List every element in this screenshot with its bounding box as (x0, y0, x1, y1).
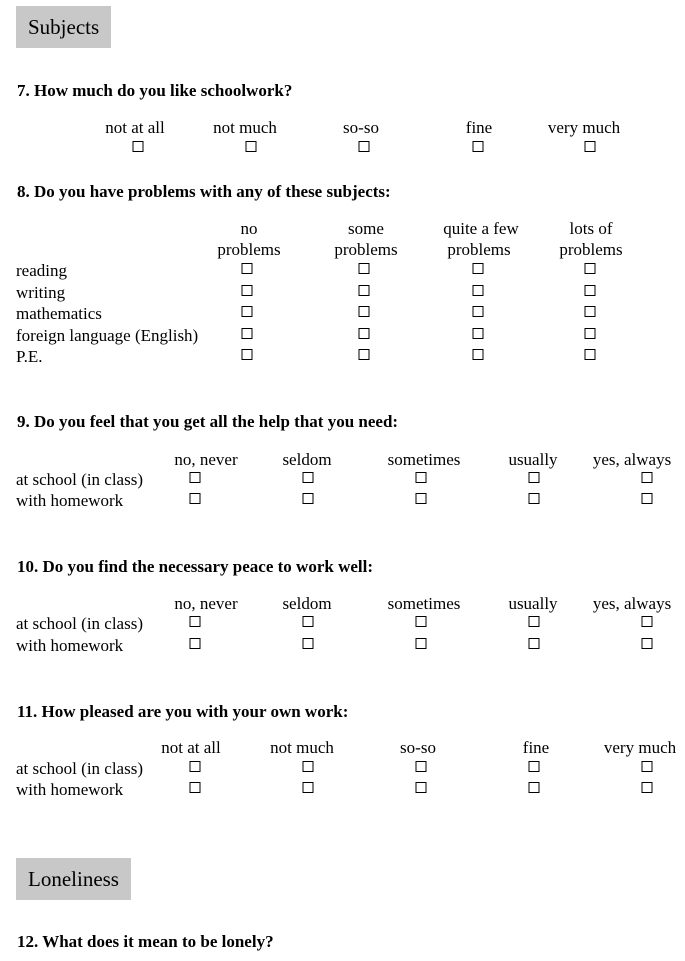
q8-option-some-problems-line2: problems (334, 240, 398, 259)
q10-option-usually: usually (508, 594, 558, 613)
q11-checkbox[interactable] (303, 761, 314, 772)
q11-row-with-homework: with homework (16, 780, 124, 799)
q9-checkbox[interactable] (190, 493, 201, 504)
q8-option-no-problems-line1: no (240, 219, 258, 238)
question-7: 7. How much do you like schoolwork? (17, 81, 293, 100)
question-9: 9. Do you feel that you get all the help that you need: (17, 412, 399, 431)
q8-option-quite-a-few-line1: quite a few (443, 219, 519, 238)
q8-option-some-problems-line1: some (348, 219, 384, 238)
q10-checkbox[interactable] (303, 638, 314, 649)
q8-row-pe: P.E. (16, 347, 43, 366)
q10-checkbox[interactable] (190, 616, 201, 627)
q11-checkbox[interactable] (190, 782, 201, 793)
q7-option-not-much: not much (213, 118, 277, 137)
q9-checkbox[interactable] (303, 472, 314, 483)
q9-checkbox[interactable] (529, 493, 540, 504)
q8-row-reading: reading (16, 261, 67, 280)
q11-option-not-much: not much (270, 738, 334, 757)
q7-checkbox-not-much[interactable] (246, 141, 257, 152)
q8-checkbox[interactable] (242, 349, 253, 360)
section-header-subjects: Subjects (16, 6, 111, 48)
q9-checkbox[interactable] (529, 472, 540, 483)
q10-checkbox[interactable] (529, 616, 540, 627)
q9-option-usually: usually (508, 450, 558, 469)
q8-checkbox[interactable] (585, 263, 596, 274)
q8-checkbox[interactable] (359, 349, 370, 360)
q8-checkbox[interactable] (473, 328, 484, 339)
q9-checkbox[interactable] (416, 493, 427, 504)
q10-row-at-school: at school (in class) (16, 614, 143, 633)
q10-checkbox[interactable] (190, 638, 201, 649)
q9-checkbox[interactable] (642, 472, 653, 483)
q8-checkbox[interactable] (585, 328, 596, 339)
section-header-loneliness: Loneliness (16, 858, 131, 900)
q7-checkbox-fine[interactable] (473, 141, 484, 152)
q11-option-so-so: so-so (400, 738, 436, 757)
question-8: 8. Do you have problems with any of these subjects: (17, 182, 391, 201)
q10-option-sometimes: sometimes (387, 594, 461, 613)
q8-option-quite-a-few-line2: problems (447, 240, 511, 259)
q10-option-no-never: no, never (174, 594, 238, 613)
q8-checkbox[interactable] (585, 349, 596, 360)
question-11: 11. How pleased are you with your own work: (17, 702, 349, 721)
q10-option-yes-always: yes, always (592, 594, 672, 613)
q11-row-at-school: at school (in class) (16, 759, 143, 778)
q8-checkbox[interactable] (359, 328, 370, 339)
q10-checkbox[interactable] (416, 616, 427, 627)
q9-checkbox[interactable] (416, 472, 427, 483)
q9-checkbox[interactable] (303, 493, 314, 504)
q8-checkbox[interactable] (242, 306, 253, 317)
q9-checkbox[interactable] (642, 493, 653, 504)
q8-checkbox[interactable] (585, 285, 596, 296)
q8-option-lots-of-line2: problems (559, 240, 623, 259)
q8-checkbox[interactable] (359, 306, 370, 317)
q8-option-no-problems-line2: problems (217, 240, 281, 259)
q10-checkbox[interactable] (642, 638, 653, 649)
q9-option-no-never: no, never (174, 450, 238, 469)
q8-checkbox[interactable] (242, 285, 253, 296)
q9-option-sometimes: sometimes (387, 450, 461, 469)
q10-row-with-homework: with homework (16, 636, 124, 655)
q7-checkbox-so-so[interactable] (359, 141, 370, 152)
q7-checkbox-very-much[interactable] (585, 141, 596, 152)
q8-checkbox[interactable] (359, 285, 370, 296)
q8-checkbox[interactable] (473, 263, 484, 274)
q11-checkbox[interactable] (190, 761, 201, 772)
q9-checkbox[interactable] (190, 472, 201, 483)
q11-checkbox[interactable] (416, 782, 427, 793)
q8-checkbox[interactable] (585, 306, 596, 317)
q10-option-seldom: seldom (282, 594, 332, 613)
q8-checkbox[interactable] (473, 306, 484, 317)
q11-checkbox[interactable] (303, 782, 314, 793)
q8-checkbox[interactable] (242, 263, 253, 274)
q11-option-very-much: very much (603, 738, 677, 757)
q8-row-writing: writing (16, 283, 66, 302)
q10-checkbox[interactable] (529, 638, 540, 649)
q11-option-not-at-all: not at all (161, 738, 221, 757)
q8-checkbox[interactable] (242, 328, 253, 339)
q8-checkbox[interactable] (473, 349, 484, 360)
q9-row-with-homework: with homework (16, 491, 124, 510)
q11-checkbox[interactable] (529, 761, 540, 772)
q8-checkbox[interactable] (473, 285, 484, 296)
q8-row-foreign-language: foreign language (English) (16, 326, 199, 345)
q7-option-not-at-all: not at all (105, 118, 165, 137)
q7-option-fine: fine (465, 118, 493, 137)
q9-option-yes-always: yes, always (592, 450, 672, 469)
q7-option-so-so: so-so (343, 118, 379, 137)
q8-checkbox[interactable] (359, 263, 370, 274)
q9-option-seldom: seldom (282, 450, 332, 469)
q10-checkbox[interactable] (416, 638, 427, 649)
q8-row-mathematics: mathematics (16, 304, 102, 323)
q11-option-fine: fine (522, 738, 550, 757)
q11-checkbox[interactable] (642, 761, 653, 772)
q7-checkbox-not-at-all[interactable] (133, 141, 144, 152)
q10-checkbox[interactable] (303, 616, 314, 627)
q11-checkbox[interactable] (416, 761, 427, 772)
q8-option-lots-of-line1: lots of (569, 219, 613, 238)
question-10: 10. Do you find the necessary peace to work well: (17, 557, 374, 576)
q7-option-very-much: very much (547, 118, 621, 137)
q11-checkbox[interactable] (529, 782, 540, 793)
q9-row-at-school: at school (in class) (16, 470, 143, 489)
question-12: 12. What does it mean to be lonely? (17, 932, 274, 951)
q10-checkbox[interactable] (642, 616, 653, 627)
q11-checkbox[interactable] (642, 782, 653, 793)
